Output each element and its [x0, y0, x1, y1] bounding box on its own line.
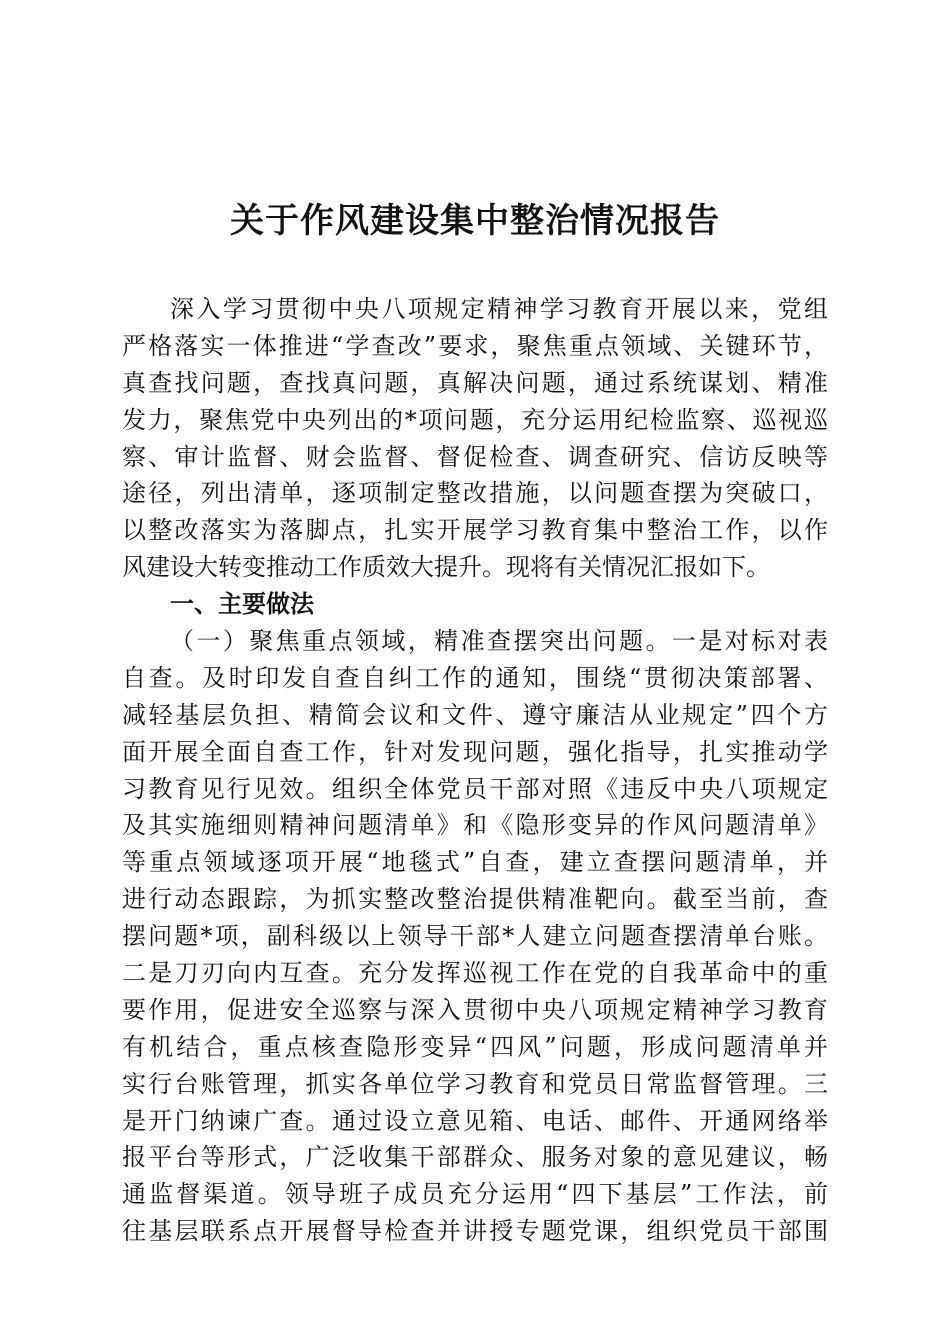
paragraph-line: 二是刀刃向内互查。充分发挥巡视工作在党的自我革命中的重 — [122, 959, 828, 988]
section-heading: 一、主要做法 — [170, 590, 314, 619]
paragraph-line: 等重点领域逐项开展“地毯式”自查，建立查摆问题清单，并 — [122, 848, 828, 877]
paragraph-line: 是开门纳谏广查。通过设立意见箱、电话、邮件、开通网络举 — [122, 1106, 828, 1135]
document-title: 关于作风建设集中整治情况报告 — [230, 201, 720, 241]
paragraph-line: 深入学习贯彻中央八项规定精神学习教育开展以来，党组 — [170, 295, 828, 323]
paragraph-line: 察、审计监督、财会监督、督促检查、调查研究、信访反映等 — [122, 442, 828, 471]
paragraph-line: 实行台账管理，抓实各单位学习教育和党员日常监督管理。三 — [122, 1069, 828, 1098]
paragraph-line: 习教育见行见效。组织全体党员干部对照《违反中央八项规定 — [122, 774, 828, 803]
paragraph-line: 严格落实一体推进“学查改”要求，聚焦重点领域、关键环节， — [122, 331, 828, 360]
paragraph-line: 进行动态跟踪，为抓实整改整治提供精准靶向。截至当前，查 — [122, 885, 828, 914]
paragraph-line: 真查找问题，查找真问题，真解决问题，通过系统谋划、精准 — [122, 368, 828, 397]
paragraph-line: 减轻基层负担、精简会议和文件、遵守廉洁从业规定”四个方 — [122, 700, 828, 729]
paragraph-line: 摆问题*项，副科级以上领导干部*人建立问题查摆清单台账。 — [122, 922, 828, 951]
paragraph-line: 途径，列出清单，逐项制定整改措施，以问题查摆为突破口， — [122, 479, 828, 508]
paragraph-line: 往基层联系点开展督导检查并讲授专题党课，组织党员干部围 — [122, 1217, 828, 1246]
paragraph-line: 通监督渠道。领导班子成员充分运用“四下基层”工作法，前 — [122, 1180, 828, 1209]
paragraph-line: 以整改落实为落脚点，扎实开展学习教育集中整治工作，以作 — [122, 516, 828, 545]
paragraph-line: 及其实施细则精神问题清单》和《隐形变异的作风问题清单》 — [122, 811, 828, 840]
paragraph-line: 要作用，促进安全巡察与深入贯彻中央八项规定精神学习教育 — [122, 995, 828, 1024]
paragraph-line: 发力，聚焦党中央列出的*项问题，充分运用纪检监察、巡视巡 — [122, 405, 828, 434]
paragraph-line: 自查。及时印发自查自纠工作的通知，围绕“贯彻决策部署、 — [122, 663, 828, 692]
paragraph-line: 面开展全面自查工作，针对发现问题，强化指导，扎实推动学 — [122, 737, 828, 766]
document-body — [122, 291, 828, 1250]
paragraph-line: 风建设大转变推动工作质效大提升。现将有关情况汇报如下。 — [122, 553, 770, 582]
paragraph-line: （一）聚焦重点领域，精准查摆突出问题。一是对标对表 — [170, 627, 828, 656]
paragraph-line: 报平台等形式，广泛收集干部群众、服务对象的意见建议，畅 — [122, 1143, 828, 1172]
paragraph-line: 有机结合，重点核查隐形变异“四风”问题，形成问题清单并 — [122, 1032, 828, 1061]
